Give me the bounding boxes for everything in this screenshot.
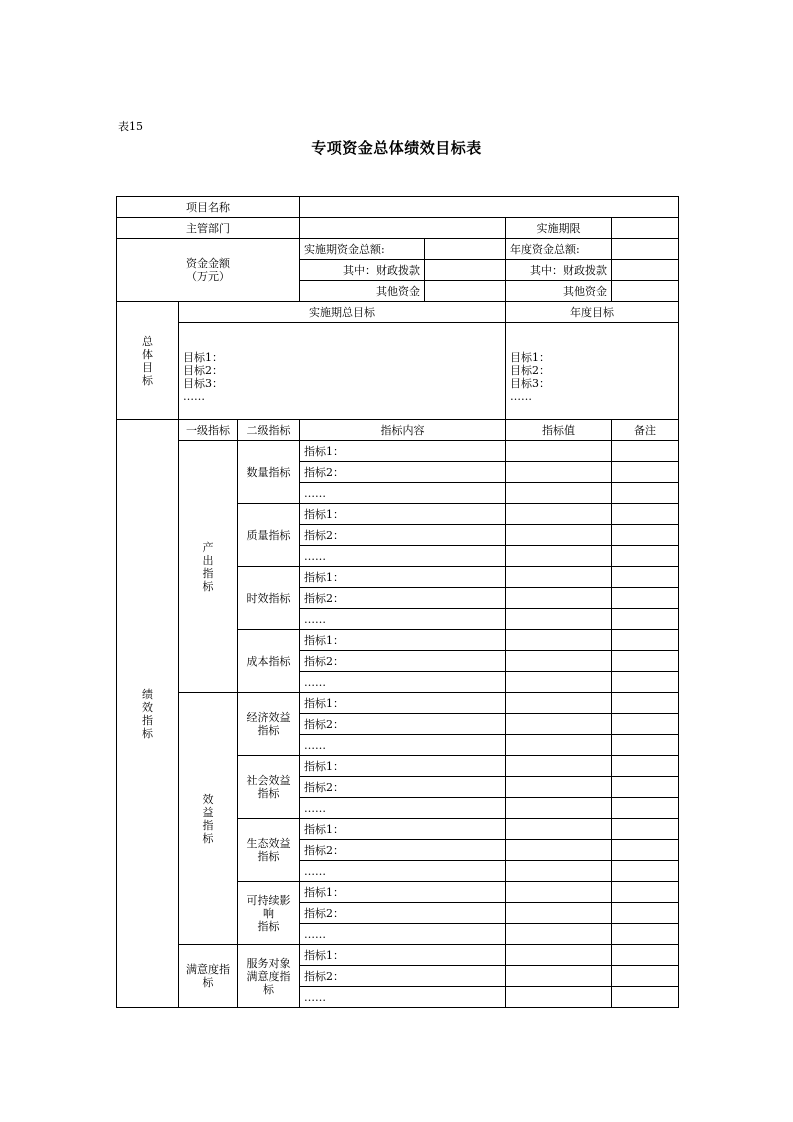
indicator-note[interactable] — [612, 462, 679, 483]
indicator-note[interactable] — [612, 504, 679, 525]
col-value-header: 指标值 — [506, 420, 612, 441]
annual-other-label: 其他资金 — [506, 281, 612, 302]
indicator-item[interactable]: 指标1： — [300, 567, 506, 588]
indicator-note[interactable] — [612, 903, 679, 924]
col-level2-header: 二级指标 — [238, 420, 300, 441]
table-number: 表15 — [118, 120, 143, 133]
indicator-value[interactable] — [506, 756, 612, 777]
indicator-note[interactable] — [612, 966, 679, 987]
indicator-note[interactable] — [612, 714, 679, 735]
indicator-value[interactable] — [506, 546, 612, 567]
indicator-value[interactable] — [506, 798, 612, 819]
indicator-value[interactable] — [506, 924, 612, 945]
department-label: 主管部门 — [117, 218, 300, 239]
indicator-value[interactable] — [506, 672, 612, 693]
period-other-label: 其他资金 — [300, 281, 425, 302]
indicator-note[interactable] — [612, 777, 679, 798]
output-indicators-label: 产 出 指 标 — [179, 441, 238, 693]
indicator-item[interactable]: 指标1： — [300, 882, 506, 903]
indicator-item[interactable]: 指标1： — [300, 819, 506, 840]
col-note-header: 备注 — [612, 420, 679, 441]
period-other-value[interactable] — [425, 281, 506, 302]
indicator-note[interactable] — [612, 546, 679, 567]
period-value[interactable] — [612, 218, 679, 239]
period-total-value[interactable] — [425, 239, 506, 260]
funds-label: 资金金额 （万元） — [117, 239, 300, 302]
indicator-item[interactable]: 指标2： — [300, 840, 506, 861]
indicator-value[interactable] — [506, 462, 612, 483]
indicator-value[interactable] — [506, 693, 612, 714]
satisfaction-indicators-label: 满意度指 标 — [179, 945, 238, 1008]
indicator-value[interactable] — [506, 987, 612, 1008]
indicator-item[interactable]: …… — [300, 483, 506, 504]
indicator-value[interactable] — [506, 735, 612, 756]
annual-fiscal-value[interactable] — [612, 260, 679, 281]
indicator-note[interactable] — [612, 882, 679, 903]
indicator-note[interactable] — [612, 987, 679, 1008]
quality-indicator-label: 质量指标 — [238, 504, 300, 567]
indicator-note[interactable] — [612, 924, 679, 945]
social-benefit-label: 社会效益 指标 — [238, 756, 300, 819]
annual-fiscal-label: 其中：财政拨款 — [506, 260, 612, 281]
sustainability-label: 可持续影响 指标 — [238, 882, 300, 945]
indicator-value[interactable] — [506, 441, 612, 462]
indicator-note[interactable] — [612, 483, 679, 504]
quantity-indicator-label: 数量指标 — [238, 441, 300, 504]
page-title: 专项资金总体绩效目标表 — [311, 139, 482, 157]
indicator-value[interactable] — [506, 567, 612, 588]
ecological-benefit-label: 生态效益 指标 — [238, 819, 300, 882]
indicator-item[interactable]: 指标2： — [300, 966, 506, 987]
service-satisfaction-label: 服务对象 满意度指标 — [238, 945, 300, 1008]
indicator-value[interactable] — [506, 945, 612, 966]
indicator-value[interactable] — [506, 882, 612, 903]
col-level1-header: 一级指标 — [179, 420, 238, 441]
period-fiscal-value[interactable] — [425, 260, 506, 281]
indicator-item[interactable]: …… — [300, 672, 506, 693]
performance-indicators-label: 绩 效 指 标 — [117, 420, 179, 1008]
indicator-note[interactable] — [612, 651, 679, 672]
annual-total-label: 年度资金总额: — [506, 239, 612, 260]
indicator-item[interactable]: …… — [300, 609, 506, 630]
indicator-value[interactable] — [506, 483, 612, 504]
project-name-value[interactable] — [300, 197, 679, 218]
indicator-value[interactable] — [506, 903, 612, 924]
indicator-item[interactable]: …… — [300, 987, 506, 1008]
indicator-item[interactable]: 指标1： — [300, 630, 506, 651]
indicator-value[interactable] — [506, 777, 612, 798]
indicator-note[interactable] — [612, 672, 679, 693]
indicator-value[interactable] — [506, 819, 612, 840]
timeliness-indicator-label: 时效指标 — [238, 567, 300, 630]
indicator-item[interactable]: 指标1： — [300, 441, 506, 462]
indicator-item[interactable]: 指标1： — [300, 693, 506, 714]
economic-benefit-label: 经济效益 指标 — [238, 693, 300, 756]
annual-goal-header: 年度目标 — [506, 302, 679, 323]
indicator-note[interactable] — [612, 840, 679, 861]
indicator-value[interactable] — [506, 966, 612, 987]
indicator-item[interactable]: 指标2： — [300, 588, 506, 609]
indicator-value[interactable] — [506, 525, 612, 546]
indicator-item[interactable]: 指标1： — [300, 945, 506, 966]
indicator-item[interactable]: 指标2： — [300, 903, 506, 924]
performance-target-table — [116, 196, 679, 1008]
indicator-item[interactable]: 指标1： — [300, 756, 506, 777]
indicator-item[interactable]: 指标2： — [300, 714, 506, 735]
department-value[interactable] — [300, 218, 506, 239]
period-goal-header: 实施期总目标 — [179, 302, 506, 323]
period-goal-items[interactable]: 目标1： 目标2： 目标3： …… — [179, 323, 506, 420]
indicator-value[interactable] — [506, 714, 612, 735]
indicator-value[interactable] — [506, 609, 612, 630]
indicator-note[interactable] — [612, 567, 679, 588]
annual-goal-items[interactable]: 目标1： 目标2： 目标3： …… — [506, 323, 679, 420]
indicator-note[interactable] — [612, 945, 679, 966]
indicator-note[interactable] — [612, 588, 679, 609]
indicator-note[interactable] — [612, 630, 679, 651]
indicator-item[interactable]: …… — [300, 546, 506, 567]
indicator-value[interactable] — [506, 840, 612, 861]
indicator-item[interactable]: …… — [300, 735, 506, 756]
indicator-note[interactable] — [612, 609, 679, 630]
indicator-item[interactable]: 指标2： — [300, 462, 506, 483]
overall-goals-label: 总 体 目 标 — [117, 302, 179, 420]
indicator-note[interactable] — [612, 756, 679, 777]
indicator-note[interactable] — [612, 525, 679, 546]
indicator-item[interactable]: …… — [300, 861, 506, 882]
period-fiscal-label: 其中：财政拨款 — [300, 260, 425, 281]
indicator-value[interactable] — [506, 861, 612, 882]
period-total-label: 实施期资金总额: — [300, 239, 425, 260]
annual-other-value[interactable] — [612, 281, 679, 302]
indicator-item[interactable]: 指标2： — [300, 777, 506, 798]
indicator-note[interactable] — [612, 819, 679, 840]
indicator-item[interactable]: …… — [300, 924, 506, 945]
indicator-item[interactable]: …… — [300, 798, 506, 819]
indicator-note[interactable] — [612, 735, 679, 756]
indicator-note[interactable] — [612, 861, 679, 882]
annual-total-value[interactable] — [612, 239, 679, 260]
indicator-value[interactable] — [506, 588, 612, 609]
project-name-label: 项目名称 — [117, 197, 300, 218]
indicator-value[interactable] — [506, 504, 612, 525]
period-label: 实施期限 — [506, 218, 612, 239]
indicator-item[interactable]: 指标2： — [300, 651, 506, 672]
col-content-header: 指标内容 — [300, 420, 506, 441]
indicator-item[interactable]: 指标2： — [300, 525, 506, 546]
cost-indicator-label: 成本指标 — [238, 630, 300, 693]
indicator-note[interactable] — [612, 441, 679, 462]
indicator-item[interactable]: 指标1： — [300, 504, 506, 525]
indicator-value[interactable] — [506, 651, 612, 672]
indicator-value[interactable] — [506, 630, 612, 651]
indicator-note[interactable] — [612, 693, 679, 714]
benefit-indicators-label: 效 益 指 标 — [179, 693, 238, 945]
indicator-note[interactable] — [612, 798, 679, 819]
